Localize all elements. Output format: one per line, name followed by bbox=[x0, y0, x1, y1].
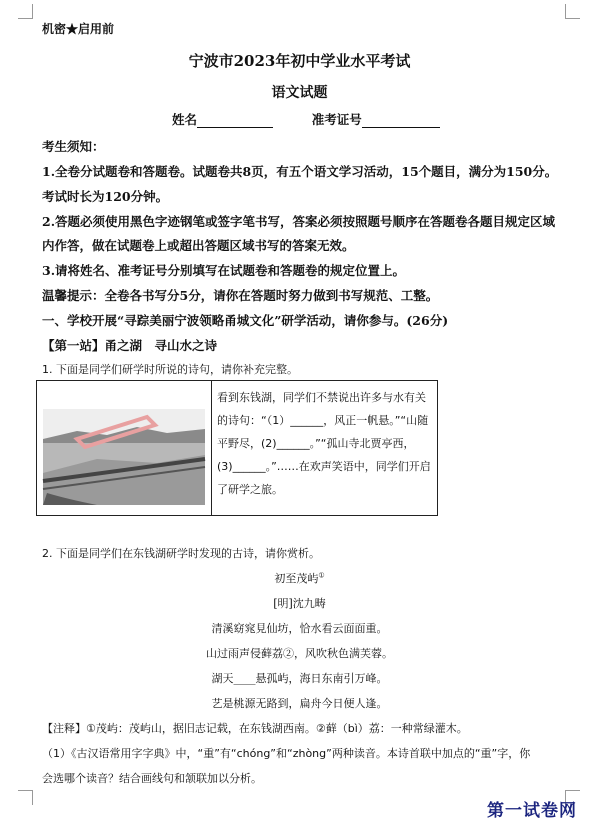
annotation: 【注释】①茂屿：茂屿山，据旧志记载，在东钱湖西南。②藓（bì）荔：一种常绿灌木。 bbox=[42, 722, 468, 735]
id-label: 准考证号 bbox=[311, 112, 362, 127]
name-label: 姓名 bbox=[172, 112, 198, 127]
q1-table bbox=[36, 380, 438, 516]
notice-line: 2.答题必须使用黑色字迹钢笔或签字笔书写，答案必须按照题号顺序在答题卷各题目规定区域 bbox=[42, 214, 556, 229]
q2-prompt: 2. 下面是同学们在东钱湖研学时发现的古诗，请你赏析。 bbox=[42, 547, 320, 560]
notice-heading: 考生须知： bbox=[42, 139, 105, 154]
confidential-label: 机密★启用前 bbox=[42, 22, 115, 36]
poem-title-note: ① bbox=[318, 571, 325, 580]
exam-title: 宁波市2023年初中学业水平考试 bbox=[188, 52, 411, 70]
id-blank[interactable] bbox=[362, 114, 440, 128]
notice-line: 1.全卷分试题卷和答题卷。试题卷共8页，有五个语文学习活动，15个题目，满分为150分。 bbox=[42, 164, 558, 179]
q1-prompt: 1. 下面是同学们研学时所说的诗句，请你补充完整。 bbox=[42, 363, 298, 376]
poem-line: 山过雨声侵藓荔②，风吹秋色满芙蓉。 bbox=[206, 647, 393, 660]
poem-line: 艺是桃源无路到，扁舟今日便人逢。 bbox=[211, 697, 388, 710]
name-blank[interactable] bbox=[197, 114, 273, 128]
tip-line: 温馨提示：全卷各书写分5分，请你在答题时努力做到书写规范、工整。 bbox=[42, 288, 439, 303]
notice-line: 3.请将姓名、准考证号分别填写在试题卷和答题卷的规定位置上。 bbox=[42, 263, 406, 278]
q1-text: 看到东钱湖，同学们不禁说出许多与水有关的诗句：“（1）______，风正一帆悬。”“山随平野尽，(2)______。”“孤山寺北贾亭西，(3)______。”……在欢声笑语中，同学们开启了研学之旅。 bbox=[217, 391, 431, 496]
photo-icon bbox=[37, 381, 211, 515]
poem-title-text: 初至茂屿 bbox=[274, 572, 319, 585]
notice-line: 考试时长为120分钟。 bbox=[42, 189, 169, 204]
poem-line: 湖天____悬孤屿，海日东南引万峰。 bbox=[211, 672, 388, 685]
lake-bridge-photo bbox=[37, 381, 212, 515]
notice-line: 内作答，做在试题卷上或超出答题区域书写的答案无效。 bbox=[42, 238, 355, 253]
crop-mark-bottom-left bbox=[18, 790, 33, 805]
poem-author: [明]沈九畴 bbox=[273, 597, 326, 610]
poem-title bbox=[0, 570, 599, 586]
station-heading: 【第一站】甬之湖 寻山水之诗 bbox=[42, 338, 218, 353]
crop-mark-top-left bbox=[18, 4, 33, 19]
watermark-logo: 第一试卷网 bbox=[487, 801, 577, 821]
section-heading: 一、学校开展“寻踪美丽宁波领略甬城文化”研学活动，请你参与。(26分) bbox=[42, 313, 449, 328]
subject-title: 语文试题 bbox=[271, 85, 328, 101]
crop-mark-top-right bbox=[565, 4, 580, 19]
poem-line: 清溪窈窕見仙坊，恰水看云面面重。 bbox=[211, 622, 388, 635]
sub-question-line: 会选哪个读音？结合画线句和颔联加以分析。 bbox=[42, 772, 262, 785]
sub-question-line: （1）《古汉语常用字字典》中，“重”有“chóng”和“zhòng”两种读音。本诗首联中加点的“重”字，你 bbox=[42, 747, 531, 760]
name-id-row bbox=[172, 110, 440, 128]
